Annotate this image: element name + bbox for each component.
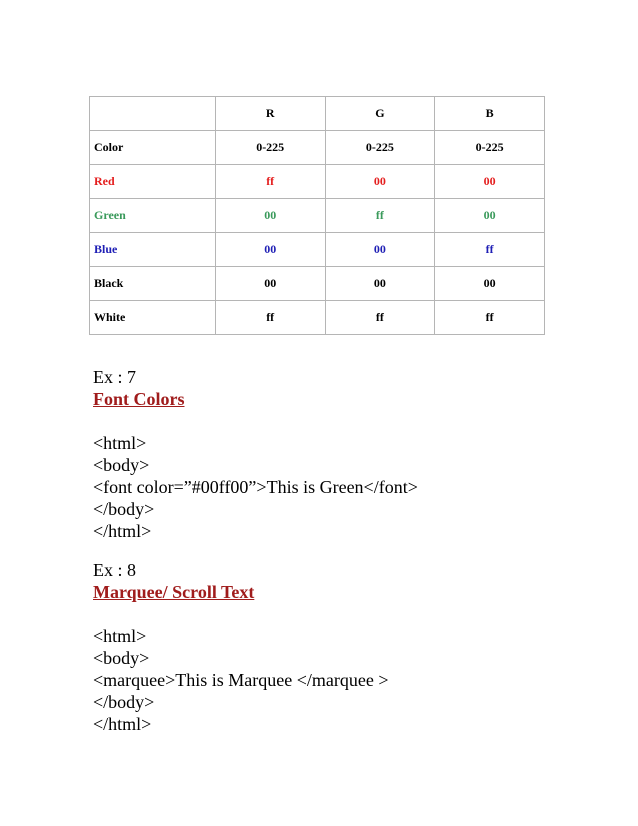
- table-cell-g: 00: [325, 233, 435, 267]
- table-cell-r: 0-225: [215, 131, 325, 165]
- rgb-color-table: [89, 96, 545, 335]
- code-line: </body>: [93, 692, 155, 712]
- table-cell-r: 00: [215, 199, 325, 233]
- table-header-cell: R: [215, 97, 325, 131]
- table-header-cell: G: [325, 97, 435, 131]
- table-row: [90, 301, 545, 335]
- code-line: <font color=”#00ff00”>This is Green</font>: [93, 477, 418, 497]
- table-row-label: Green: [90, 199, 216, 233]
- table-cell-b: 00: [435, 267, 545, 301]
- table-row-label: Color: [90, 131, 216, 165]
- table-row: [90, 233, 545, 267]
- example-heading: Marquee/ Scroll Text: [93, 582, 255, 602]
- spacer: [93, 410, 418, 432]
- example-label: Ex : 7: [93, 367, 136, 387]
- table-cell-b: 0-225: [435, 131, 545, 165]
- table-cell-g: 00: [325, 267, 435, 301]
- table-row: [90, 165, 545, 199]
- table-cell-g: 0-225: [325, 131, 435, 165]
- code-line: </html>: [93, 521, 152, 541]
- table-row-label: White: [90, 301, 216, 335]
- table-row: [90, 199, 545, 233]
- code-line: <html>: [93, 626, 147, 646]
- table-cell-g: ff: [325, 199, 435, 233]
- table-cell-b: 00: [435, 165, 545, 199]
- table-cell-r: 00: [215, 267, 325, 301]
- code-line: </html>: [93, 714, 152, 734]
- table-cell-r: ff: [215, 301, 325, 335]
- table-header-cell: [90, 97, 216, 131]
- table-cell-b: ff: [435, 301, 545, 335]
- code-line: <html>: [93, 433, 147, 453]
- table-row-label: Black: [90, 267, 216, 301]
- code-line: <body>: [93, 455, 150, 475]
- table-cell-r: 00: [215, 233, 325, 267]
- table-header-cell: B: [435, 97, 545, 131]
- code-line: <marquee>This is Marquee </marquee >: [93, 670, 389, 690]
- table-cell-g: ff: [325, 301, 435, 335]
- table-cell-b: 00: [435, 199, 545, 233]
- table-cell-g: 00: [325, 165, 435, 199]
- code-line: </body>: [93, 499, 155, 519]
- table-row-label: Red: [90, 165, 216, 199]
- example-label: Ex : 8: [93, 560, 136, 580]
- table-row: [90, 267, 545, 301]
- table-cell-r: ff: [215, 165, 325, 199]
- example-7-section: [93, 366, 418, 542]
- example-8-section: [93, 559, 389, 735]
- table-header-row: [90, 97, 545, 131]
- example-heading: Font Colors: [93, 389, 185, 409]
- table-row-label: Blue: [90, 233, 216, 267]
- code-line: <body>: [93, 648, 150, 668]
- table-cell-b: ff: [435, 233, 545, 267]
- spacer: [93, 603, 389, 625]
- table-row: [90, 131, 545, 165]
